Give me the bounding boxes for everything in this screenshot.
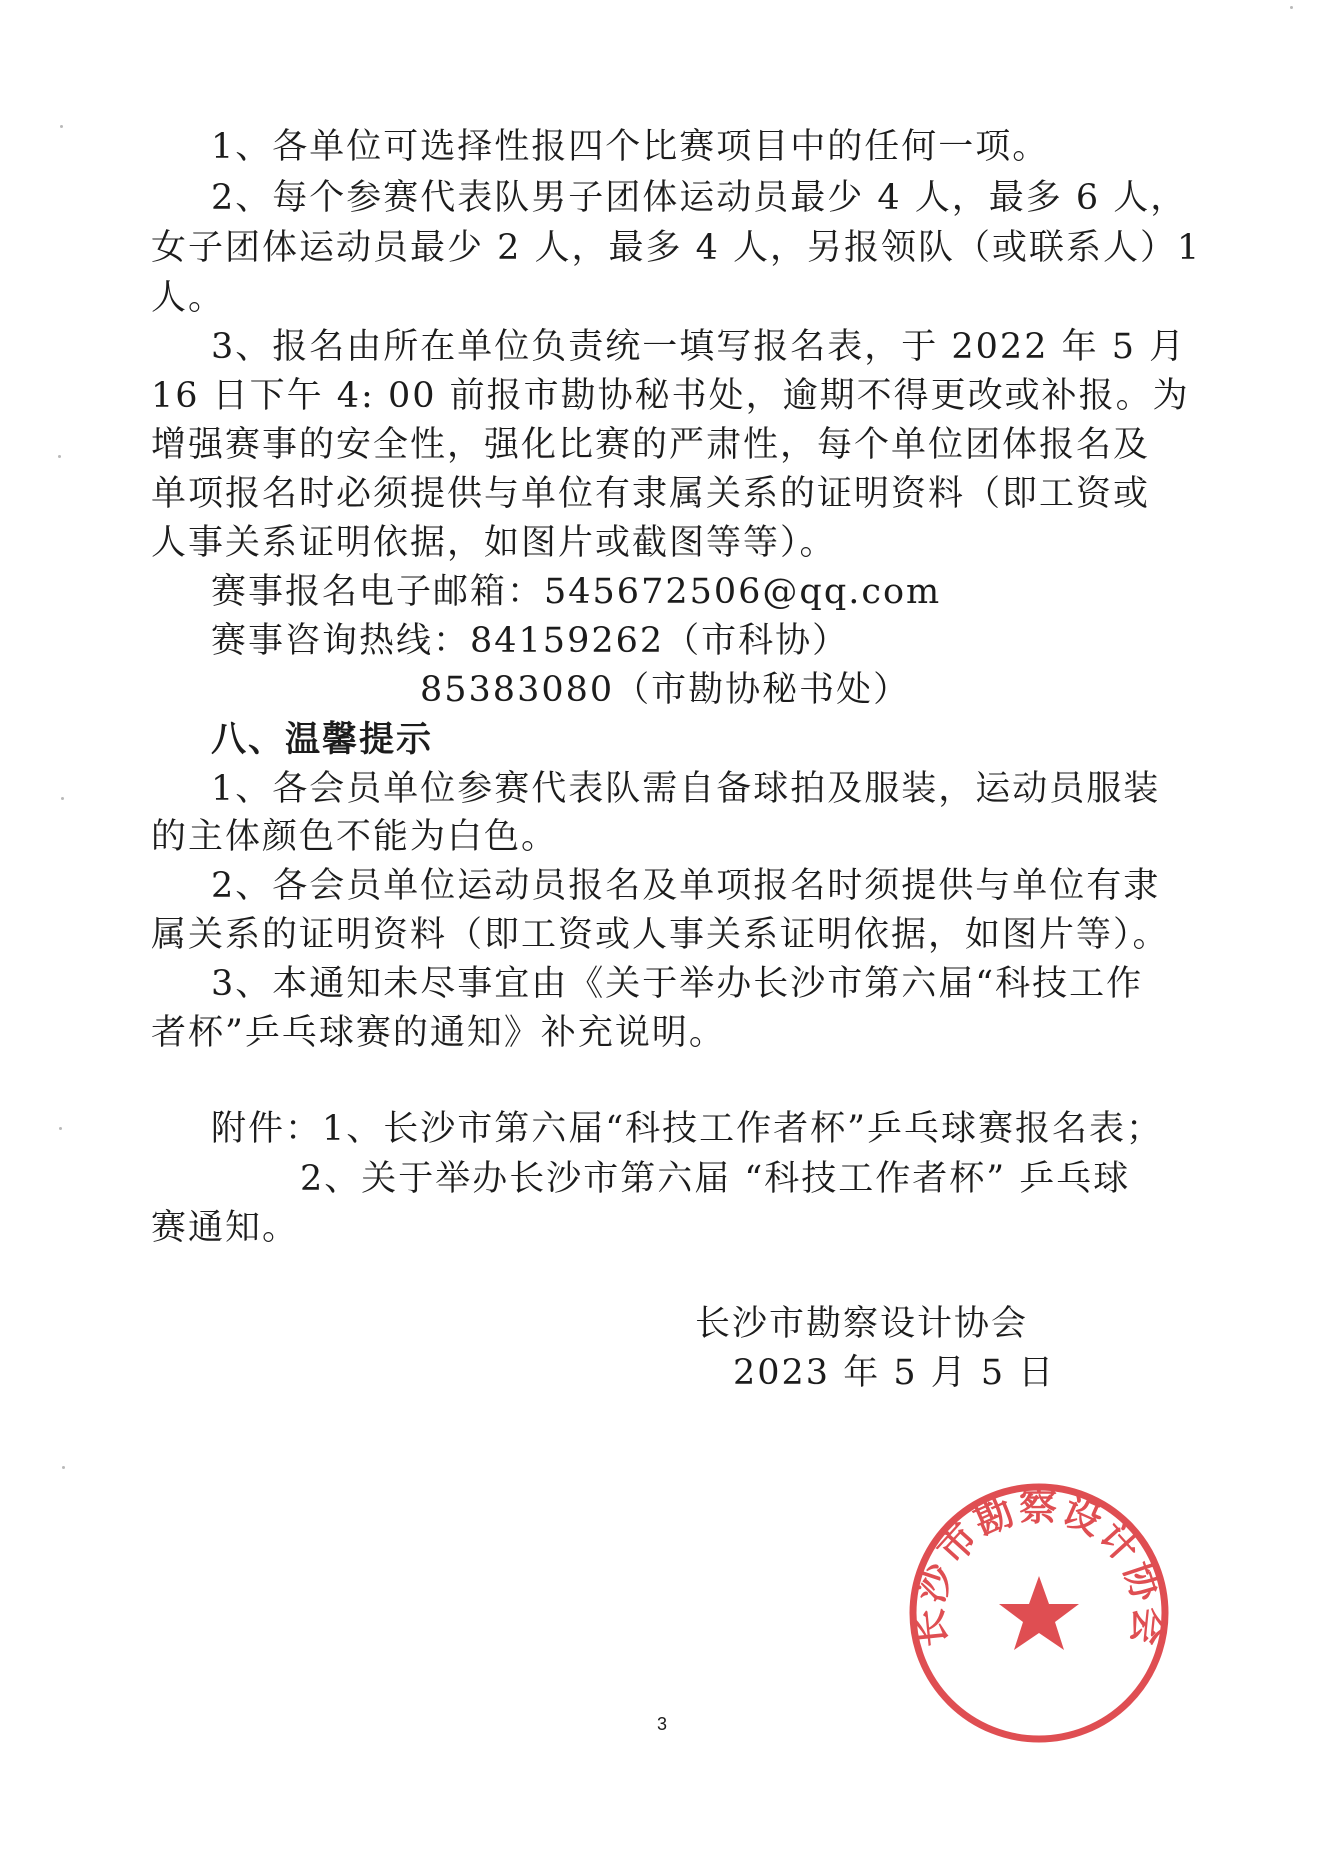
attachment-line-3: 赛通知。 [151,1208,300,1248]
tip-3-line-1: 3、本通知未尽事宜由《关于举办长沙市第六届“科技工作 [211,964,1144,1004]
section-8-heading: 八、温馨提示 [211,719,434,760]
rule-item-1: 1、各单位可选择性报四个比赛项目中的任何一项。 [211,127,1050,167]
tip-1-line-2: 的主体颜色不能为白色。 [151,817,559,857]
tip-3-line-2: 者杯”乒乓球赛的通知》补充说明。 [151,1013,726,1053]
attachment-line-1: 附件：1、长沙市第六届“科技工作者杯”乒乓球赛报名表； [211,1109,1164,1149]
scan-speck [58,455,61,458]
rule-item-2-line-2: 女子团体运动员最少 2 人，最多 4 人，另报领队（或联系人）1 [151,228,1202,268]
scan-speck [1290,6,1293,9]
page-number: 3 [656,1714,667,1734]
registration-email: 赛事报名电子邮箱：545672506@qq.com [211,572,942,612]
scan-speck [61,797,64,800]
scan-speck [59,1127,62,1130]
inquiry-hotline: 赛事咨询热线：84159262（市科协） [211,621,850,661]
tip-2-line-1: 2、各会员单位运动员报名及单项报名时须提供与单位有隶 [211,866,1161,906]
tip-1-line-1: 1、各会员单位参赛代表队需自备球拍及服装，运动员服装 [211,769,1161,809]
issuer-organization: 长沙市勘察设计协会 [695,1304,1029,1344]
rule-item-3-line-1: 3、报名由所在单位负责统一填写报名表，于 2022 年 5 月 [211,327,1187,367]
official-seal-stamp [906,1480,1172,1746]
scan-speck [62,1466,65,1469]
seal-text: 长沙市勘察设计协会 [906,1484,1172,1650]
tip-2-line-2: 属关系的证明资料（即工资或人事关系证明依据，如图片等）。 [151,915,1170,955]
scan-speck [60,125,63,128]
rule-item-3-line-3: 增强赛事的安全性，强化比赛的严肃性，每个单位团体报名及 [151,425,1151,465]
rule-item-2-line-1: 2、每个参赛代表队男子团体运动员最少 4 人，最多 6 人， [211,178,1188,218]
rule-item-3-line-2: 16 日下午 4: 00 前报市勘协秘书处，逾期不得更改或补报。为 [151,376,1190,416]
rule-item-3-line-5: 人事关系证明依据，如图片或截图等等）。 [151,523,837,563]
seal-star-icon [999,1576,1079,1650]
issue-date: 2023 年 5 月 5 日 [733,1353,1056,1393]
attachment-line-2: 2、关于举办长沙市第六届 “科技工作者杯” 乒乓球 [300,1159,1131,1199]
inquiry-hotline-2: 85383080（市勘协秘书处） [420,670,911,710]
rule-item-3-line-4: 单项报名时必须提供与单位有隶属关系的证明资料（即工资或 [151,474,1151,514]
rule-item-2-line-3: 人。 [151,278,226,318]
